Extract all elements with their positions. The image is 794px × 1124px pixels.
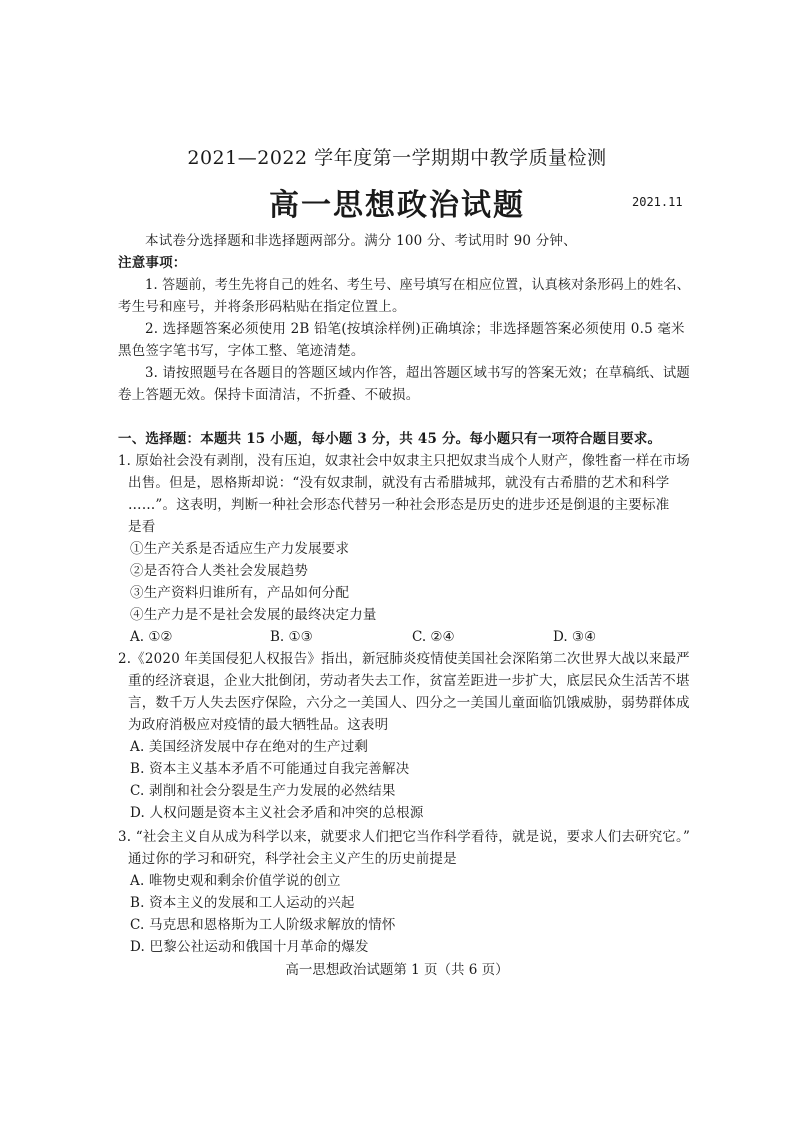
q2-line-3: 言，数千万人失去医疗保险，六分之一美国人、四分之一美国儿童面临饥饿威胁，弱势群体成 [128, 695, 690, 711]
intro-text: 本试卷分选择题和非选择题两部分。满分 100 分、考试用时 90 分钟、 [145, 233, 577, 249]
q1-choice-c: C. ②④ [412, 629, 455, 645]
notice-item-1-line-1: 1. 答题前，考生先将自己的姓名、考生号、座号填写在相应位置，认真核对条形码上的姓名、 [145, 277, 690, 293]
q2-option-c: C. 剥削和社会分裂是生产力发展的必然结果 [130, 783, 396, 799]
q3-line-2: 通过你的学习和研究，科学社会主义产生的历史前提是 [128, 851, 457, 867]
q1-choice-a: A. ①② [130, 629, 173, 645]
q1-item-1: ①生产关系是否适应生产力发展要求 [130, 541, 350, 557]
notice-item-1-line-2: 考生号和座号，并将条形码粘贴在指定位置上。 [118, 299, 406, 315]
q1-line-2: 出售。但是，恩格斯却说：“没有奴隶制，就没有古希腊城邦，就没有古希腊的艺术和科学 [128, 475, 670, 491]
exam-date: 2021.11 [632, 195, 683, 209]
q1-line-4: 是看 [128, 519, 156, 535]
q1-item-3: ③生产资料归谁所有，产品如何分配 [130, 585, 350, 601]
q2-line-4: 为政府消极应对疫情的最大牺牲品。这表明 [128, 717, 389, 733]
notice-heading: 注意事项： [118, 255, 187, 271]
exam-title: 高一思想政治试题 [269, 188, 525, 223]
q1-line-1: 1. 原始社会没有剥削，没有压迫，奴隶社会中奴隶主只把奴隶当成个人财产，像牲畜一样在市场 [118, 453, 690, 469]
q1-choice-b: B. ①③ [270, 629, 313, 645]
q2-option-a: A. 美国经济发展中存在绝对的生产过剩 [130, 739, 369, 755]
notice-item-3-line-2: 卷上答题无效。保持卡面清洁，不折叠、不破损。 [118, 387, 420, 403]
notice-item-2-line-1: 2. 选择题答案必须使用 2B 铅笔(按填涂样例)正确填涂；非选择题答案必须使用 0.5 毫米 [145, 321, 685, 337]
q1-item-4: ④生产力是不是社会发展的最终决定力量 [130, 607, 377, 623]
q2-option-b: B. 资本主义基本矛盾不可能通过自我完善解决 [130, 761, 410, 777]
q1-line-3: ……”。这表明，判断一种社会形态代替另一种社会形态是历史的进步还是倒退的主要标准 [128, 497, 670, 513]
q3-option-d: D. 巴黎公社运动和俄国十月革命的爆发 [130, 939, 369, 955]
q2-option-d: D. 人权问题是资本主义社会矛盾和冲突的总根源 [130, 805, 424, 821]
q2-line-1: 2.《2020 年美国侵犯人权报告》指出，新冠肺炎疫情使美国社会深陷第二次世界大战以来最严 [118, 651, 690, 667]
section-heading: 一、选择题：本题共 15 小题，每小题 3 分，共 45 分。每小题只有一项符合题目要求。 [118, 431, 662, 447]
notice-item-2-line-2: 黑色签字笔书写，字体工整、笔迹清楚。 [118, 343, 365, 359]
q3-option-c: C. 马克思和恩格斯为工人阶级求解放的情怀 [130, 917, 396, 933]
q3-line-1: 3. “社会主义自从成为科学以来，就要求人们把它当作科学看待，就是说，要求人们去研究它。” [118, 829, 691, 845]
q3-option-b: B. 资本主义的发展和工人运动的兴起 [130, 895, 355, 911]
q2-line-2: 重的经济衰退，企业大批倒闭，劳动者失去工作，贫富差距进一步扩大，底层民众生活苦不堪 [128, 673, 690, 689]
q3-option-a: A. 唯物史观和剩余价值学说的创立 [130, 873, 341, 889]
page-footer: 高一思想政治试题第 1 页（共 6 页） [285, 962, 509, 978]
exam-subtitle: 2021—2022 学年度第一学期期中教学质量检测 [187, 147, 607, 169]
notice-item-3-line-1: 3. 请按照题号在各题目的答题区域内作答，超出答题区域书写的答案无效；在草稿纸、试题 [145, 365, 690, 381]
q1-item-2: ②是否符合人类社会发展趋势 [130, 563, 309, 579]
q1-choice-d: D. ③④ [553, 629, 597, 645]
